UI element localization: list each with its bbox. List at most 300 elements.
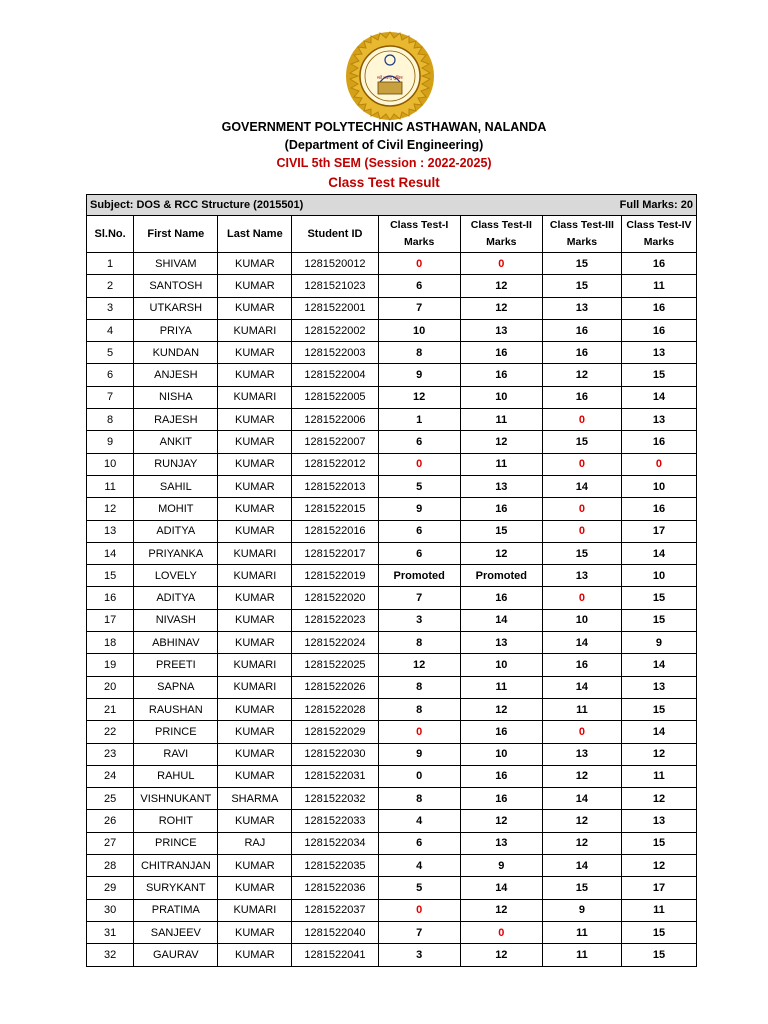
cell-student-id: 1281522028 <box>292 698 378 720</box>
cell-ct3: 14 <box>542 475 621 497</box>
cell-ct1: 6 <box>378 520 460 542</box>
cell-first-name: LOVELY <box>134 565 218 587</box>
cell-last-name: KUMAR <box>218 342 292 364</box>
cell-slno: 16 <box>87 587 134 609</box>
table-row <box>87 609 697 631</box>
cell-ct4: 15 <box>621 364 696 386</box>
cell-ct1: 8 <box>378 676 460 698</box>
cell-student-id: 1281520012 <box>292 253 378 275</box>
cell-ct3: 13 <box>542 743 621 765</box>
cell-ct2: 15 <box>460 520 542 542</box>
cell-student-id: 1281521023 <box>292 275 378 297</box>
cell-ct1: 5 <box>378 475 460 497</box>
table-row <box>87 542 697 564</box>
cell-first-name: RAJESH <box>134 409 218 431</box>
cell-ct2: 12 <box>460 431 542 453</box>
cell-ct3: 12 <box>542 832 621 854</box>
cell-first-name: NIVASH <box>134 609 218 631</box>
cell-student-id: 1281522023 <box>292 609 378 631</box>
cell-last-name: KUMAR <box>218 297 292 319</box>
cell-ct1: 6 <box>378 275 460 297</box>
table-row <box>87 877 697 899</box>
result-table-container <box>86 194 697 967</box>
full-marks-label: Full Marks: 20 <box>378 195 696 216</box>
cell-slno: 4 <box>87 319 134 341</box>
cell-student-id: 1281522025 <box>292 654 378 676</box>
cell-first-name: SANJEEV <box>134 921 218 943</box>
cell-first-name: ADITYA <box>134 587 218 609</box>
cell-ct4: 16 <box>621 431 696 453</box>
table-row <box>87 632 697 654</box>
cell-student-id: 1281522034 <box>292 832 378 854</box>
cell-ct1: 6 <box>378 542 460 564</box>
cell-ct2: 11 <box>460 409 542 431</box>
cell-ct4: 17 <box>621 877 696 899</box>
cell-last-name: KUMAR <box>218 475 292 497</box>
cell-slno: 23 <box>87 743 134 765</box>
cell-ct4: 16 <box>621 498 696 520</box>
table-row <box>87 698 697 720</box>
cell-ct4: 10 <box>621 565 696 587</box>
cell-last-name: KUMARI <box>218 542 292 564</box>
cell-slno: 17 <box>87 609 134 631</box>
cell-ct3: 0 <box>542 409 621 431</box>
institution-logo <box>344 30 436 122</box>
cell-ct1: 6 <box>378 431 460 453</box>
table-row <box>87 275 697 297</box>
cell-first-name: UTKARSH <box>134 297 218 319</box>
cell-student-id: 1281522036 <box>292 877 378 899</box>
cell-first-name: KUNDAN <box>134 342 218 364</box>
cell-ct4: 16 <box>621 253 696 275</box>
cell-slno: 22 <box>87 721 134 743</box>
cell-ct4: 15 <box>621 587 696 609</box>
cell-first-name: NISHA <box>134 386 218 408</box>
department-name: (Department of Civil Engineering) <box>284 138 484 152</box>
cell-ct3: 15 <box>542 542 621 564</box>
cell-first-name: ANJESH <box>134 364 218 386</box>
cell-first-name: CHITRANJAN <box>134 855 218 877</box>
cell-ct2: 14 <box>460 877 542 899</box>
table-row <box>87 765 697 787</box>
cell-last-name: SHARMA <box>218 788 292 810</box>
cell-ct3: 15 <box>542 431 621 453</box>
cell-ct3: 14 <box>542 632 621 654</box>
cell-ct4: 13 <box>621 810 696 832</box>
cell-ct4: 11 <box>621 275 696 297</box>
cell-ct3: 11 <box>542 944 621 966</box>
cell-ct4: 15 <box>621 944 696 966</box>
cell-slno: 25 <box>87 788 134 810</box>
cell-ct4: 10 <box>621 475 696 497</box>
cell-slno: 32 <box>87 944 134 966</box>
cell-last-name: KUMAR <box>218 275 292 297</box>
cell-first-name: ADITYA <box>134 520 218 542</box>
cell-ct4: 15 <box>621 921 696 943</box>
cell-first-name: ANKIT <box>134 431 218 453</box>
cell-last-name: KUMAR <box>218 765 292 787</box>
cell-slno: 11 <box>87 475 134 497</box>
cell-last-name: RAJ <box>218 832 292 854</box>
cell-ct1: 12 <box>378 654 460 676</box>
cell-ct3: 15 <box>542 275 621 297</box>
cell-student-id: 1281522041 <box>292 944 378 966</box>
cell-student-id: 1281522004 <box>292 364 378 386</box>
cell-ct4: 16 <box>621 297 696 319</box>
cell-slno: 20 <box>87 676 134 698</box>
cell-ct3: 13 <box>542 565 621 587</box>
cell-student-id: 1281522019 <box>292 565 378 587</box>
cell-last-name: KUMAR <box>218 632 292 654</box>
table-row <box>87 676 697 698</box>
cell-ct3: 12 <box>542 765 621 787</box>
cell-ct3: 16 <box>542 386 621 408</box>
cell-ct2: 16 <box>460 587 542 609</box>
cell-last-name: KUMAR <box>218 587 292 609</box>
cell-last-name: KUMAR <box>218 721 292 743</box>
cell-ct4: 12 <box>621 855 696 877</box>
col-header-first-name: First Name <box>134 216 218 253</box>
cell-last-name: KUMAR <box>218 944 292 966</box>
cell-ct3: 13 <box>542 297 621 319</box>
cell-first-name: SAHIL <box>134 475 218 497</box>
cell-first-name: RAVI <box>134 743 218 765</box>
cell-slno: 18 <box>87 632 134 654</box>
cell-ct3: 11 <box>542 698 621 720</box>
cell-slno: 15 <box>87 565 134 587</box>
cell-slno: 13 <box>87 520 134 542</box>
cell-ct3: 14 <box>542 855 621 877</box>
cell-first-name: RUNJAY <box>134 453 218 475</box>
cell-ct2: 13 <box>460 832 542 854</box>
cell-slno: 9 <box>87 431 134 453</box>
cell-first-name: PRINCE <box>134 832 218 854</box>
cell-last-name: KUMARI <box>218 899 292 921</box>
cell-ct3: 11 <box>542 921 621 943</box>
cell-first-name: PREETI <box>134 654 218 676</box>
cell-student-id: 1281522013 <box>292 475 378 497</box>
cell-ct2: Promoted <box>460 565 542 587</box>
cell-ct1: 8 <box>378 788 460 810</box>
cell-first-name: SAPNA <box>134 676 218 698</box>
cell-ct1: 12 <box>378 386 460 408</box>
cell-ct2: 11 <box>460 676 542 698</box>
cell-ct1: 1 <box>378 409 460 431</box>
cell-ct1: 7 <box>378 587 460 609</box>
cell-student-id: 1281522026 <box>292 676 378 698</box>
cell-last-name: KUMARI <box>218 386 292 408</box>
cell-ct4: 16 <box>621 319 696 341</box>
cell-ct4: 12 <box>621 743 696 765</box>
cell-ct2: 16 <box>460 788 542 810</box>
col-header-last-name: Last Name <box>218 216 292 253</box>
cell-last-name: KUMAR <box>218 364 292 386</box>
result-table <box>86 194 697 967</box>
cell-ct3: 15 <box>542 253 621 275</box>
col-header-slno: Sl.No. <box>87 216 134 253</box>
cell-last-name: KUMARI <box>218 676 292 698</box>
cell-ct3: 9 <box>542 899 621 921</box>
cell-ct2: 12 <box>460 944 542 966</box>
cell-ct2: 9 <box>460 855 542 877</box>
cell-ct1: 0 <box>378 721 460 743</box>
cell-ct4: 15 <box>621 609 696 631</box>
cell-last-name: KUMAR <box>218 453 292 475</box>
table-row <box>87 654 697 676</box>
cell-student-id: 1281522024 <box>292 632 378 654</box>
col-header-class-test-4: Class Test-IV Marks <box>621 216 696 253</box>
table-row <box>87 319 697 341</box>
cell-ct3: 16 <box>542 319 621 341</box>
cell-ct1: 9 <box>378 364 460 386</box>
cell-first-name: PRIYANKA <box>134 542 218 564</box>
cell-last-name: KUMAR <box>218 253 292 275</box>
table-row <box>87 788 697 810</box>
cell-ct3: 12 <box>542 810 621 832</box>
cell-last-name: KUMARI <box>218 565 292 587</box>
cell-ct3: 0 <box>542 520 621 542</box>
cell-ct1: 4 <box>378 810 460 832</box>
table-row <box>87 453 697 475</box>
table-row <box>87 721 697 743</box>
cell-student-id: 1281522002 <box>292 319 378 341</box>
cell-ct2: 12 <box>460 542 542 564</box>
cell-ct2: 16 <box>460 498 542 520</box>
cell-student-id: 1281522012 <box>292 453 378 475</box>
cell-ct4: 11 <box>621 899 696 921</box>
table-row <box>87 810 697 832</box>
cell-ct2: 16 <box>460 364 542 386</box>
cell-ct2: 12 <box>460 297 542 319</box>
cell-last-name: KUMAR <box>218 498 292 520</box>
table-row <box>87 297 697 319</box>
cell-ct4: 13 <box>621 342 696 364</box>
cell-first-name: PRIYA <box>134 319 218 341</box>
page-title: Class Test Result <box>328 175 440 190</box>
cell-student-id: 1281522017 <box>292 542 378 564</box>
cell-ct2: 10 <box>460 386 542 408</box>
cell-ct1: 0 <box>378 453 460 475</box>
cell-ct4: 14 <box>621 542 696 564</box>
cell-ct2: 13 <box>460 475 542 497</box>
col-header-class-test-3: Class Test-III Marks <box>542 216 621 253</box>
table-row <box>87 520 697 542</box>
cell-student-id: 1281522001 <box>292 297 378 319</box>
cell-ct2: 16 <box>460 721 542 743</box>
cell-ct1: 9 <box>378 743 460 765</box>
cell-ct4: 0 <box>621 453 696 475</box>
cell-first-name: GAURAV <box>134 944 218 966</box>
cell-ct2: 10 <box>460 743 542 765</box>
cell-last-name: KUMAR <box>218 520 292 542</box>
cell-student-id: 1281522035 <box>292 855 378 877</box>
page-header <box>0 118 768 193</box>
table-row <box>87 743 697 765</box>
cell-slno: 27 <box>87 832 134 854</box>
cell-slno: 14 <box>87 542 134 564</box>
header-row <box>87 216 697 253</box>
cell-ct1: 7 <box>378 297 460 319</box>
table-row <box>87 364 697 386</box>
cell-ct3: 15 <box>542 877 621 899</box>
table-row <box>87 944 697 966</box>
cell-slno: 19 <box>87 654 134 676</box>
cell-ct2: 12 <box>460 275 542 297</box>
cell-first-name: SURYKANT <box>134 877 218 899</box>
cell-last-name: KUMAR <box>218 921 292 943</box>
cell-ct1: 0 <box>378 253 460 275</box>
cell-ct2: 10 <box>460 654 542 676</box>
table-row <box>87 475 697 497</box>
cell-ct3: 14 <box>542 788 621 810</box>
cell-ct4: 11 <box>621 765 696 787</box>
cell-last-name: KUMARI <box>218 319 292 341</box>
cell-ct4: 13 <box>621 676 696 698</box>
cell-slno: 26 <box>87 810 134 832</box>
cell-ct1: 0 <box>378 899 460 921</box>
cell-ct1: 3 <box>378 609 460 631</box>
cell-ct3: 0 <box>542 721 621 743</box>
cell-student-id: 1281522030 <box>292 743 378 765</box>
cell-ct3: 0 <box>542 453 621 475</box>
cell-slno: 29 <box>87 877 134 899</box>
cell-ct3: 10 <box>542 609 621 631</box>
table-row <box>87 587 697 609</box>
cell-first-name: PRINCE <box>134 721 218 743</box>
cell-first-name: RAHUL <box>134 765 218 787</box>
col-header-class-test-2: Class Test-II Marks <box>460 216 542 253</box>
cell-ct4: 13 <box>621 409 696 431</box>
cell-ct4: 9 <box>621 632 696 654</box>
cell-student-id: 1281522033 <box>292 810 378 832</box>
cell-slno: 10 <box>87 453 134 475</box>
cell-first-name: VISHNUKANT <box>134 788 218 810</box>
cell-last-name: KUMAR <box>218 609 292 631</box>
cell-slno: 21 <box>87 698 134 720</box>
cell-ct4: 12 <box>621 788 696 810</box>
cell-ct4: 14 <box>621 721 696 743</box>
cell-first-name: SHIVAM <box>134 253 218 275</box>
cell-ct1: 8 <box>378 698 460 720</box>
cell-ct3: 0 <box>542 587 621 609</box>
col-header-student-id: Student ID <box>292 216 378 253</box>
cell-ct1: Promoted <box>378 565 460 587</box>
table-row <box>87 921 697 943</box>
table-row <box>87 431 697 453</box>
cell-ct2: 16 <box>460 765 542 787</box>
cell-ct4: 14 <box>621 386 696 408</box>
cell-last-name: KUMARI <box>218 654 292 676</box>
cell-ct3: 0 <box>542 498 621 520</box>
cell-slno: 1 <box>87 253 134 275</box>
cell-student-id: 1281522031 <box>292 765 378 787</box>
cell-ct1: 0 <box>378 765 460 787</box>
institution-name: GOVERNMENT POLYTECHNIC ASTHAWAN, NALANDA <box>221 120 547 134</box>
table-row <box>87 832 697 854</box>
cell-slno: 28 <box>87 855 134 877</box>
cell-ct1: 7 <box>378 921 460 943</box>
cell-student-id: 1281522007 <box>292 431 378 453</box>
cell-slno: 12 <box>87 498 134 520</box>
cell-student-id: 1281522040 <box>292 921 378 943</box>
semester-session: CIVIL 5th SEM (Session : 2022-2025) <box>276 156 492 170</box>
table-row <box>87 342 697 364</box>
cell-last-name: KUMAR <box>218 743 292 765</box>
subject-row <box>87 195 697 216</box>
cell-student-id: 1281522037 <box>292 899 378 921</box>
cell-ct1: 8 <box>378 342 460 364</box>
cell-ct2: 12 <box>460 810 542 832</box>
cell-ct1: 3 <box>378 944 460 966</box>
cell-student-id: 1281522020 <box>292 587 378 609</box>
cell-student-id: 1281522015 <box>292 498 378 520</box>
cell-ct4: 17 <box>621 520 696 542</box>
cell-student-id: 1281522032 <box>292 788 378 810</box>
table-row <box>87 498 697 520</box>
table-row <box>87 565 697 587</box>
cell-student-id: 1281522003 <box>292 342 378 364</box>
cell-slno: 7 <box>87 386 134 408</box>
cell-student-id: 1281522029 <box>292 721 378 743</box>
cell-ct3: 12 <box>542 364 621 386</box>
cell-student-id: 1281522016 <box>292 520 378 542</box>
cell-last-name: KUMAR <box>218 855 292 877</box>
cell-last-name: KUMAR <box>218 877 292 899</box>
cell-ct3: 16 <box>542 654 621 676</box>
table-row <box>87 409 697 431</box>
cell-last-name: KUMAR <box>218 431 292 453</box>
cell-slno: 3 <box>87 297 134 319</box>
cell-last-name: KUMAR <box>218 810 292 832</box>
cell-ct1: 10 <box>378 319 460 341</box>
cell-ct2: 0 <box>460 921 542 943</box>
cell-ct3: 14 <box>542 676 621 698</box>
cell-student-id: 1281522006 <box>292 409 378 431</box>
cell-slno: 5 <box>87 342 134 364</box>
cell-ct2: 14 <box>460 609 542 631</box>
table-row <box>87 386 697 408</box>
cell-ct4: 15 <box>621 698 696 720</box>
cell-slno: 31 <box>87 921 134 943</box>
cell-slno: 8 <box>87 409 134 431</box>
table-row <box>87 253 697 275</box>
table-row <box>87 855 697 877</box>
cell-ct4: 14 <box>621 654 696 676</box>
cell-ct2: 12 <box>460 899 542 921</box>
cell-first-name: SANTOSH <box>134 275 218 297</box>
cell-ct2: 16 <box>460 342 542 364</box>
cell-ct1: 5 <box>378 877 460 899</box>
cell-ct2: 0 <box>460 253 542 275</box>
logo-motto: सर्वे भवन्तु सुखिनः <box>376 75 404 80</box>
cell-last-name: KUMAR <box>218 698 292 720</box>
cell-first-name: RAUSHAN <box>134 698 218 720</box>
cell-first-name: ROHIT <box>134 810 218 832</box>
cell-slno: 30 <box>87 899 134 921</box>
cell-first-name: ABHINAV <box>134 632 218 654</box>
cell-slno: 24 <box>87 765 134 787</box>
cell-first-name: PRATIMA <box>134 899 218 921</box>
cell-student-id: 1281522005 <box>292 386 378 408</box>
cell-ct1: 6 <box>378 832 460 854</box>
cell-ct1: 8 <box>378 632 460 654</box>
cell-ct2: 13 <box>460 319 542 341</box>
cell-ct2: 12 <box>460 698 542 720</box>
table-row <box>87 899 697 921</box>
cell-ct1: 9 <box>378 498 460 520</box>
cell-slno: 2 <box>87 275 134 297</box>
cell-ct2: 11 <box>460 453 542 475</box>
